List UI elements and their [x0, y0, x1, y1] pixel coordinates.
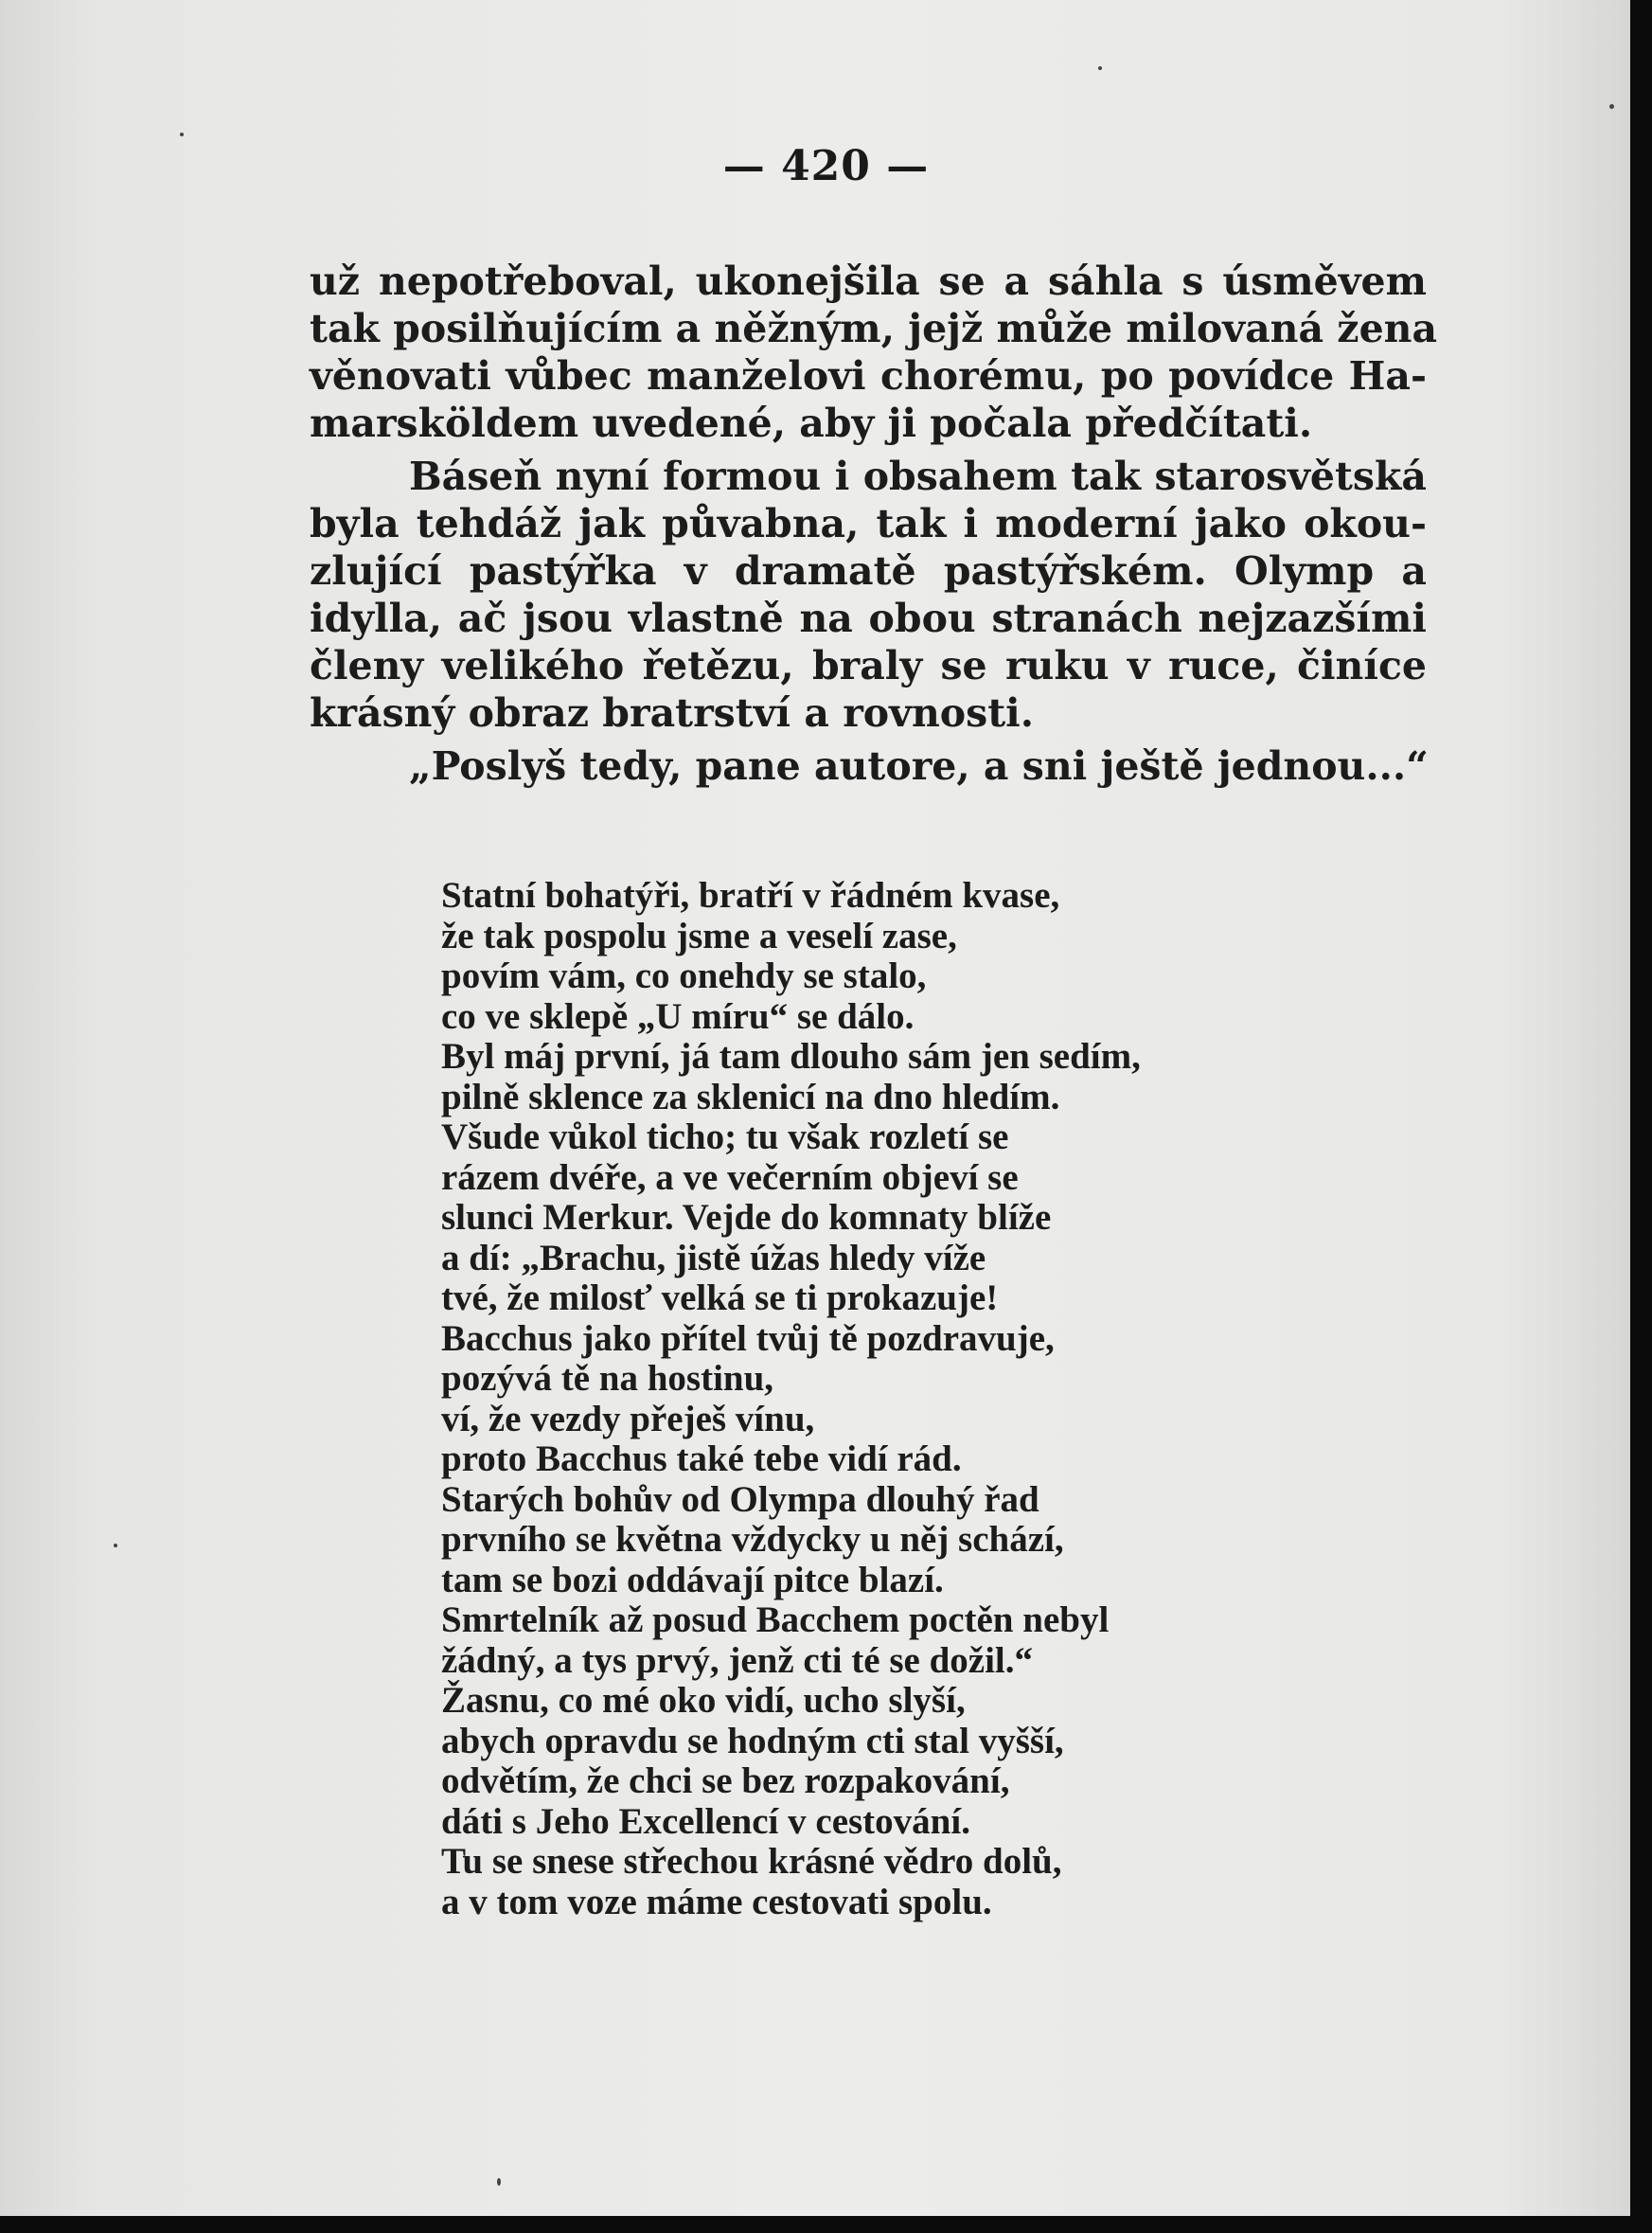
verse-line: proto Bacchus také tebe vidí rád.	[441, 1438, 962, 1479]
verse-line: žádný, a tys prvý, jenž cti té se dožil.“	[441, 1639, 1033, 1681]
scan-speck	[180, 133, 184, 136]
verse-line: abych opravdu se hodným cti stal vyšší,	[441, 1720, 1064, 1761]
verse-line: tvé, že milosť velká se ti prokazuje!	[441, 1277, 999, 1318]
verse-line: pozývá tě na hostinu,	[441, 1358, 774, 1399]
verse-line: Bacchus jako přítel tvůj tě pozdravuje,	[441, 1317, 1055, 1359]
prose-line: Báseň nyní formou i obsahem tak starosvětská	[409, 454, 1427, 499]
scan-border-bottom	[0, 2216, 1652, 2233]
verse-line: Tu se snese střechou krásné vědro dolů,	[441, 1841, 1062, 1882]
scan-speck	[1098, 66, 1102, 70]
scan-speck	[114, 1544, 117, 1547]
prose-line: marsköldem uvedené, aby ji počala předčítati.	[310, 401, 1313, 446]
prose-line: byla tehdáž jak půvabna, tak i moderní jako okou-	[310, 501, 1427, 546]
verse-line: povím vám, co onehdy se stalo,	[441, 956, 927, 996]
prose-line: členy velikého řetězu, braly se ruku v ruce, činíce	[310, 643, 1427, 688]
verse-line: dáti s Jeho Excellencí v cestování.	[441, 1800, 970, 1842]
scan-speck	[1609, 104, 1614, 109]
verse-line: Žasnu, co mé oko vidí, ucho slyší,	[441, 1680, 966, 1721]
verse-line: Starých bohův od Olympa dlouhý řad	[441, 1478, 1039, 1520]
poem	[441, 876, 1141, 1922]
quote-line: „Poslyš tedy, pane autore, a sni ještě jednou...“	[409, 743, 1429, 789]
verse-line: pilně sklence za sklenicí na dno hledím.	[441, 1076, 1060, 1117]
verse-line: Smrtelník až posud Bacchem poctěn nebyl	[441, 1599, 1110, 1640]
verse-line: Statní bohatýři, bratří v řádném kvase,	[441, 875, 1060, 916]
verse-line: rázem dvéře, a ve večerním objeví se	[441, 1156, 1019, 1198]
verse-line: Byl máj první, já tam dlouho sám jen sedím,	[441, 1036, 1141, 1077]
prose-line: zlující pastýřka v dramatě pastýřském. Olymp a	[310, 548, 1427, 594]
verse-line: a v tom voze máme cestovati spolu.	[441, 1881, 992, 1922]
page-number: — 420 —	[722, 142, 930, 190]
verse-line: Všude vůkol ticho; tu však rozletí se	[441, 1116, 1009, 1157]
prose-line: tak posilňujícím a něžným, jejž může milovaná žena	[310, 306, 1438, 351]
prose-line: idylla, ač jsou vlastně na obou stranách nejzazšími	[310, 596, 1427, 641]
verse-line: co ve sklepě „U míru“ se dálo.	[441, 995, 915, 1037]
verse-line: a dí: „Brachu, jistě úžas hledy víže	[441, 1237, 986, 1278]
scan-border-right	[1630, 0, 1652, 2233]
verse-line: odvětím, že chci se bez rozpakování,	[441, 1760, 1010, 1801]
prose-line: věnovati vůbec manželovi chorému, po povídce Ha-	[310, 353, 1427, 399]
prose-text	[310, 258, 1438, 790]
scan-speck	[497, 2178, 501, 2186]
verse-line: že tak pospolu jsme a veselí zase,	[441, 915, 957, 956]
prose-line: krásný obraz bratrství a rovnosti.	[310, 690, 1035, 736]
verse-line: tam se bozi oddávají pitce blazí.	[441, 1559, 944, 1600]
prose-line: už nepotřeboval, ukonejšila se a sáhla s úsměvem	[310, 259, 1427, 304]
verse-line: ví, že vezdy přeješ vínu,	[441, 1398, 815, 1439]
verse-line: slunci Merkur. Vejde do komnaty blíže	[441, 1197, 1052, 1238]
verse-line: prvního se května vždycky u něj schází,	[441, 1519, 1064, 1560]
